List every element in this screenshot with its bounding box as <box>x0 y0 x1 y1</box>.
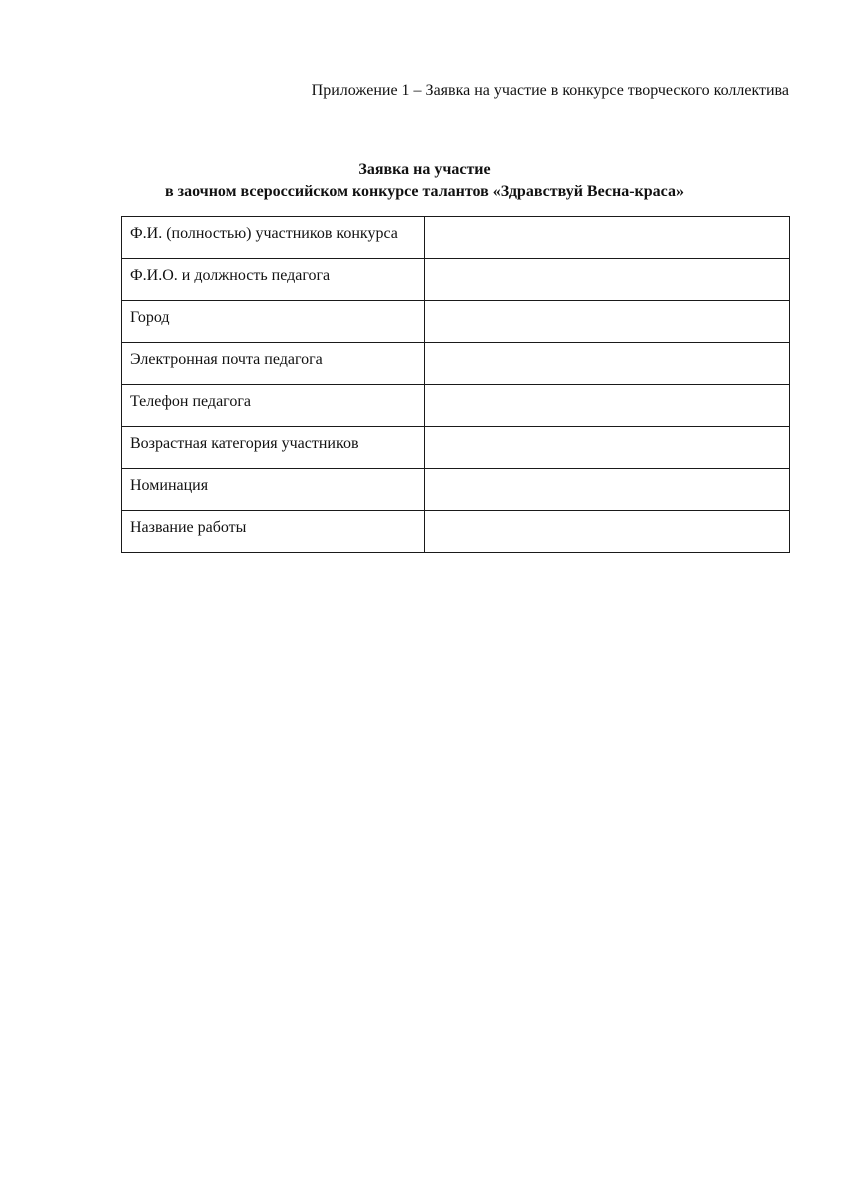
form-title <box>0 159 849 203</box>
form-row-value-field[interactable] <box>425 469 790 511</box>
form-row-phone <box>122 385 790 427</box>
form-row-label: Номинация <box>122 469 425 511</box>
form-row-age-category <box>122 427 790 469</box>
form-row-value-field[interactable] <box>425 343 790 385</box>
form-row-nomination <box>122 469 790 511</box>
form-row-value-field[interactable] <box>425 259 790 301</box>
form-row-value-field[interactable] <box>425 427 790 469</box>
appendix-caption: Приложение 1 – Заявка на участие в конкурсе творческого коллектива <box>311 82 789 99</box>
form-row-label: Электронная почта педагога <box>122 343 425 385</box>
form-row-label: Название работы <box>122 511 425 553</box>
form-row-label: Ф.И. (полностью) участников конкурса <box>122 217 425 259</box>
form-row-label: Телефон педагога <box>122 385 425 427</box>
form-row-value-field[interactable] <box>425 301 790 343</box>
form-row-work-title <box>122 511 790 553</box>
form-row-value-field[interactable] <box>425 217 790 259</box>
application-form-table <box>121 216 790 553</box>
form-row-value-field[interactable] <box>425 385 790 427</box>
form-row-teacher <box>122 259 790 301</box>
form-row-city <box>122 301 790 343</box>
form-row-value-field[interactable] <box>425 511 790 553</box>
form-row-label: Возрастная категория участников <box>122 427 425 469</box>
form-title-line-1: Заявка на участие <box>358 161 491 178</box>
form-row-label: Город <box>122 301 425 343</box>
form-row-email <box>122 343 790 385</box>
form-row-label: Ф.И.О. и должность педагога <box>122 259 425 301</box>
form-title-line-2: в заочном всероссийском конкурсе талантов «Здравствуй Весна-краса» <box>165 183 684 200</box>
form-row-participants <box>122 217 790 259</box>
